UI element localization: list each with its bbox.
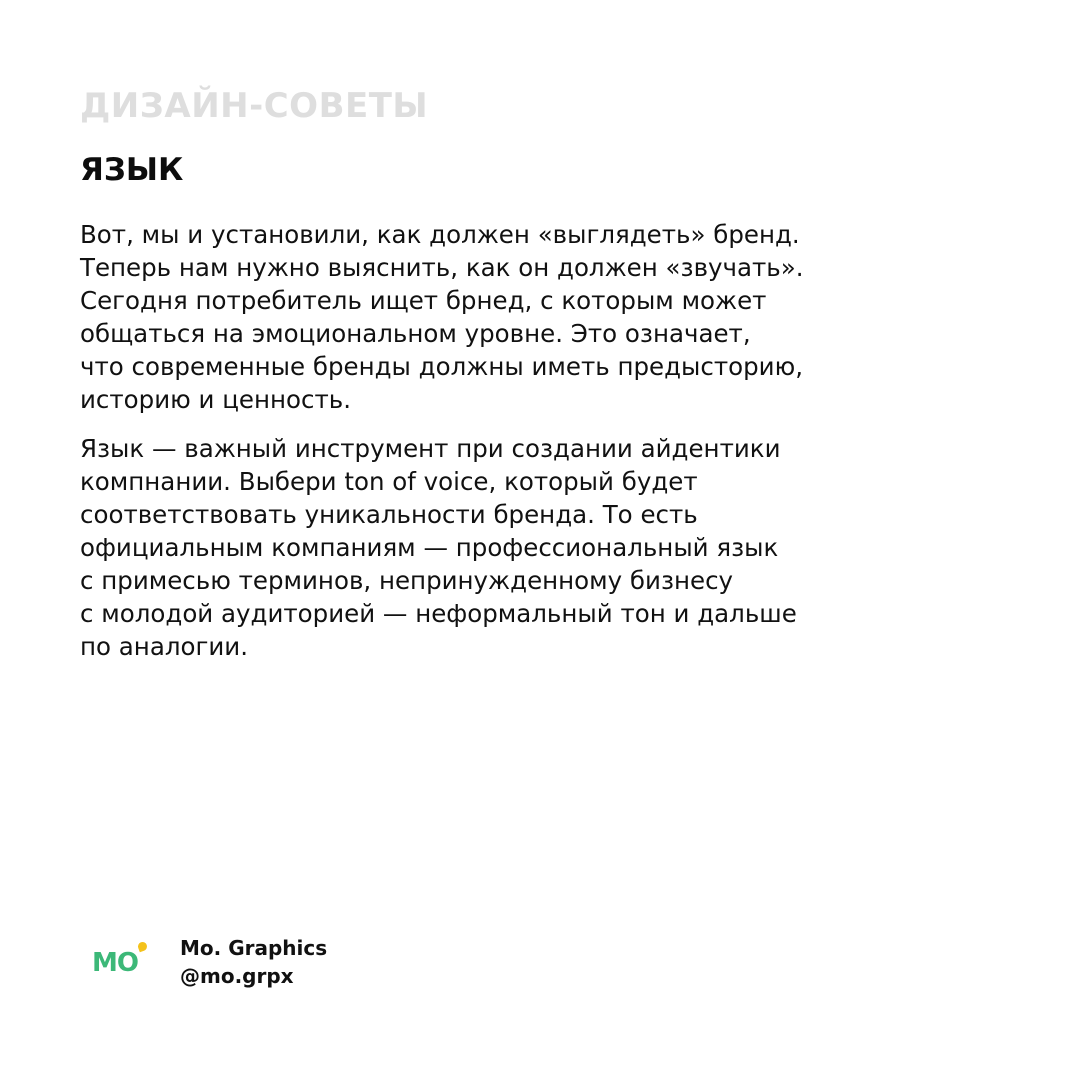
- text-line: Сегодня потребитель ищет брнед, с которым может: [80, 286, 767, 315]
- brand-name: Mo. Graphics: [180, 936, 328, 960]
- brand-info: [180, 934, 327, 990]
- text-line: соответствовать уникальности бренда. То есть: [80, 500, 698, 529]
- text-line: с молодой аудиторией — неформальный тон и дальше: [80, 599, 797, 628]
- text-line: компнании. Выбери ton of voice, который будет: [80, 467, 698, 496]
- text-line: официальным компаниям — профессиональный язык: [80, 533, 779, 562]
- mo-logo-icon: [92, 942, 154, 982]
- body-text: [80, 218, 1020, 679]
- page-title: ЯЗЫК: [80, 152, 184, 188]
- logo-accent-icon: [137, 941, 149, 953]
- logo-text: MO: [92, 948, 138, 978]
- text-line: что современные бренды должны иметь предысторию,: [80, 352, 804, 381]
- brand-handle: @mo.grpx: [180, 964, 294, 988]
- text-line: Вот, мы и установили, как должен «выглядеть» бренд.: [80, 220, 800, 249]
- text-line: общаться на эмоциональном уровне. Это означает,: [80, 319, 751, 348]
- text-line: с примесью терминов, непринужденному бизнесу: [80, 566, 734, 595]
- text-line: Теперь нам нужно выяснить, как он должен «звучать».: [80, 253, 804, 282]
- paragraph-2: [80, 432, 1020, 663]
- paragraph-1: [80, 218, 1020, 416]
- brand-signature: [92, 934, 327, 990]
- text-line: по аналогии.: [80, 632, 248, 661]
- category-label: ДИЗАЙН-СОВЕТЫ: [80, 86, 429, 126]
- text-line: историю и ценность.: [80, 385, 351, 414]
- text-line: Язык — важный инструмент при создании айдентики: [80, 434, 781, 463]
